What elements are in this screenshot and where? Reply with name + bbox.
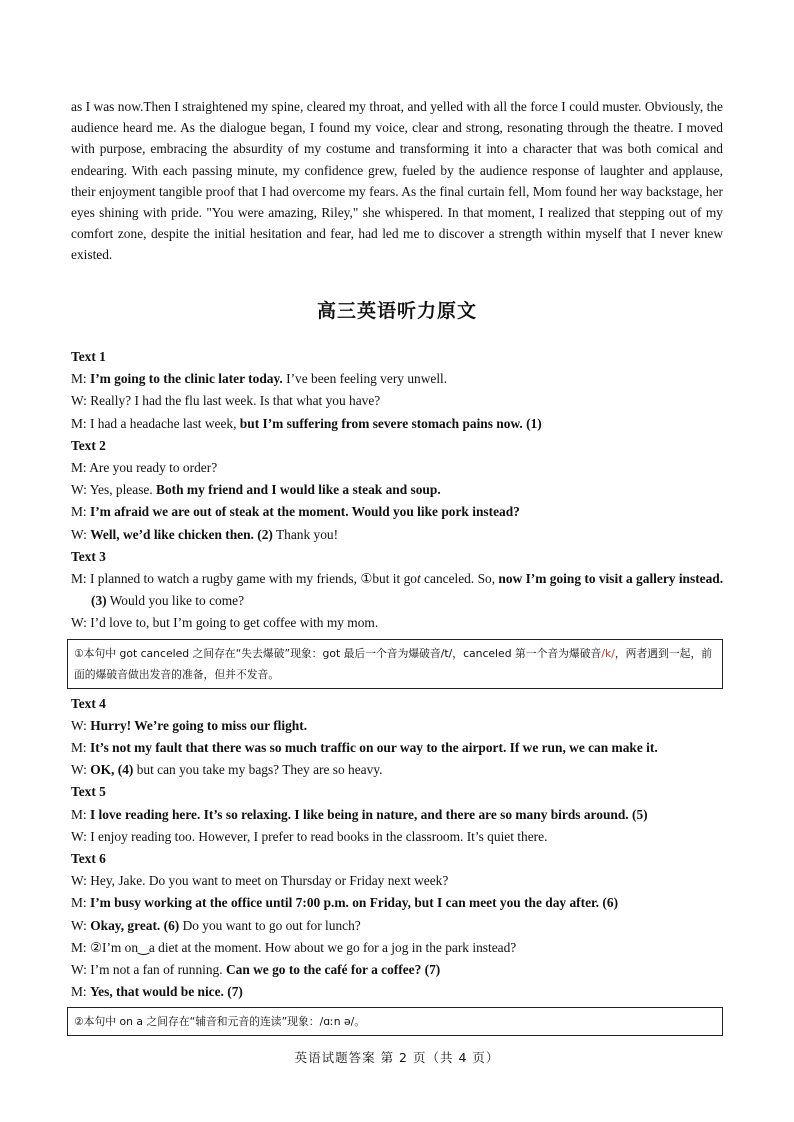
intro-paragraph: as I was now.Then I straightened my spine, cleared my throat, and yelled with all the force I could muster. Obviously, the audience heard me. As the dialogue began, I found my voice, clear and strong, resonating through the theatre. I moved with purpose, embracing the absurdity of my costume and transforming it into a character that was both comical and endearing. With each passing minute, my confidence grew, fueled by the audience response of laughter and applause, their enjoyment tangible proof that I had overcome my fears. As the final curtain fell, Mom found her way backstage, her eyes shining with pride. "You were amazing, Riley," she whispered. In that moment, I realized that stepping out of my comfort zone, despite the initial hesitation and fear, had led me to discover a strength within myself that I never knew existed. (71, 99, 723, 263)
text4-line2: M: It’s not my fault that there was so much traffic on our way to the airport. If we run, we can make it. (71, 740, 658, 756)
text2-line2: W: Yes, please. Both my friend and I would like a steak and soup. (71, 482, 441, 498)
story-continuation (71, 96, 723, 266)
text1-line1: M: I’m going to the clinic later today. I’ve been feeling very unwell. (71, 371, 448, 387)
text4-line1: W: Hurry! We’re going to miss our flight. (71, 717, 308, 733)
text3-pronunciation-note: ①本句中 got canceled 之间存在“失去爆破”现象：got 最后一个音为爆破音/t/，canceled 第一个音为爆破音/k/，两者遇到一起，前面的爆破音做出发音的准备，但并不发音。 (67, 639, 723, 689)
text4-label: Text 4 (71, 695, 106, 711)
text4-line3: W: OK, (4) but can you take my bags? They are so heavy. (71, 762, 383, 778)
text6-line1: W: Hey, Jake. Do you want to meet on Thursday or Friday next week? (71, 873, 449, 889)
text6-label: Text 6 (71, 851, 106, 867)
text6-line6: M: Yes, that would be nice. (7) (71, 984, 243, 1000)
text6-line2: M: I’m busy working at the office until 7:00 p.m. on Friday, but I can meet you the day after. (6) (71, 895, 619, 911)
text2-line1: M: Are you ready to order? (71, 460, 218, 476)
text6-line4: M: ②I’m on‿a diet at the moment. How about we go for a jog in the park instead? (71, 939, 517, 955)
text6-line5: W: I’m not a fan of running. Can we go to the café for a coffee? (7) (71, 962, 441, 978)
text2-line4: W: Well, we’d like chicken then. (2) Thank you! (71, 526, 339, 542)
text3-label: Text 3 (71, 548, 106, 564)
text3-line1: M: I planned to watch a rugby game with my friends, ①but it got canceled. So, now I’m going to visit a gallery instead. (3) Would you like to come? (71, 571, 724, 609)
text5-line2: W: I enjoy reading too. However, I prefer to read books in the classroom. It’s quiet there. (71, 828, 548, 844)
text6-line3: W: Okay, great. (6) Do you want to go out for lunch? (71, 917, 361, 933)
listening-transcript (71, 346, 731, 1040)
text1-line3: M: I had a headache last week, but I’m suffering from severe stomach pains now. (1) (71, 415, 542, 431)
text1-label: Text 1 (71, 349, 106, 364)
liaison-mark: ‿ (138, 939, 149, 955)
text6-pronunciation-note: ②本句中 on a 之间存在“辅音和元音的连读”现象：/ɑːn ə/。 (67, 1007, 723, 1036)
page-footer: 英语试题答案 第 2 页（共 4 页） (294, 1050, 500, 1065)
text2-line3: M: I’m afraid we are out of steak at the moment. Would you like pork instead? (71, 504, 520, 520)
text5-label: Text 5 (71, 784, 106, 800)
text1-line2: W: Really? I had the flu last week. Is that what you have? (71, 393, 381, 409)
section-heading: 高三英语听力原文 (316, 300, 477, 322)
text5-line1: M: I love reading here. It’s so relaxing. I like being in nature, and there are so many birds around. (5) (71, 806, 648, 822)
text2-label: Text 2 (71, 437, 106, 453)
text3-line2: W: I’d love to, but I’m going to get coffee with my mom. (71, 615, 379, 631)
